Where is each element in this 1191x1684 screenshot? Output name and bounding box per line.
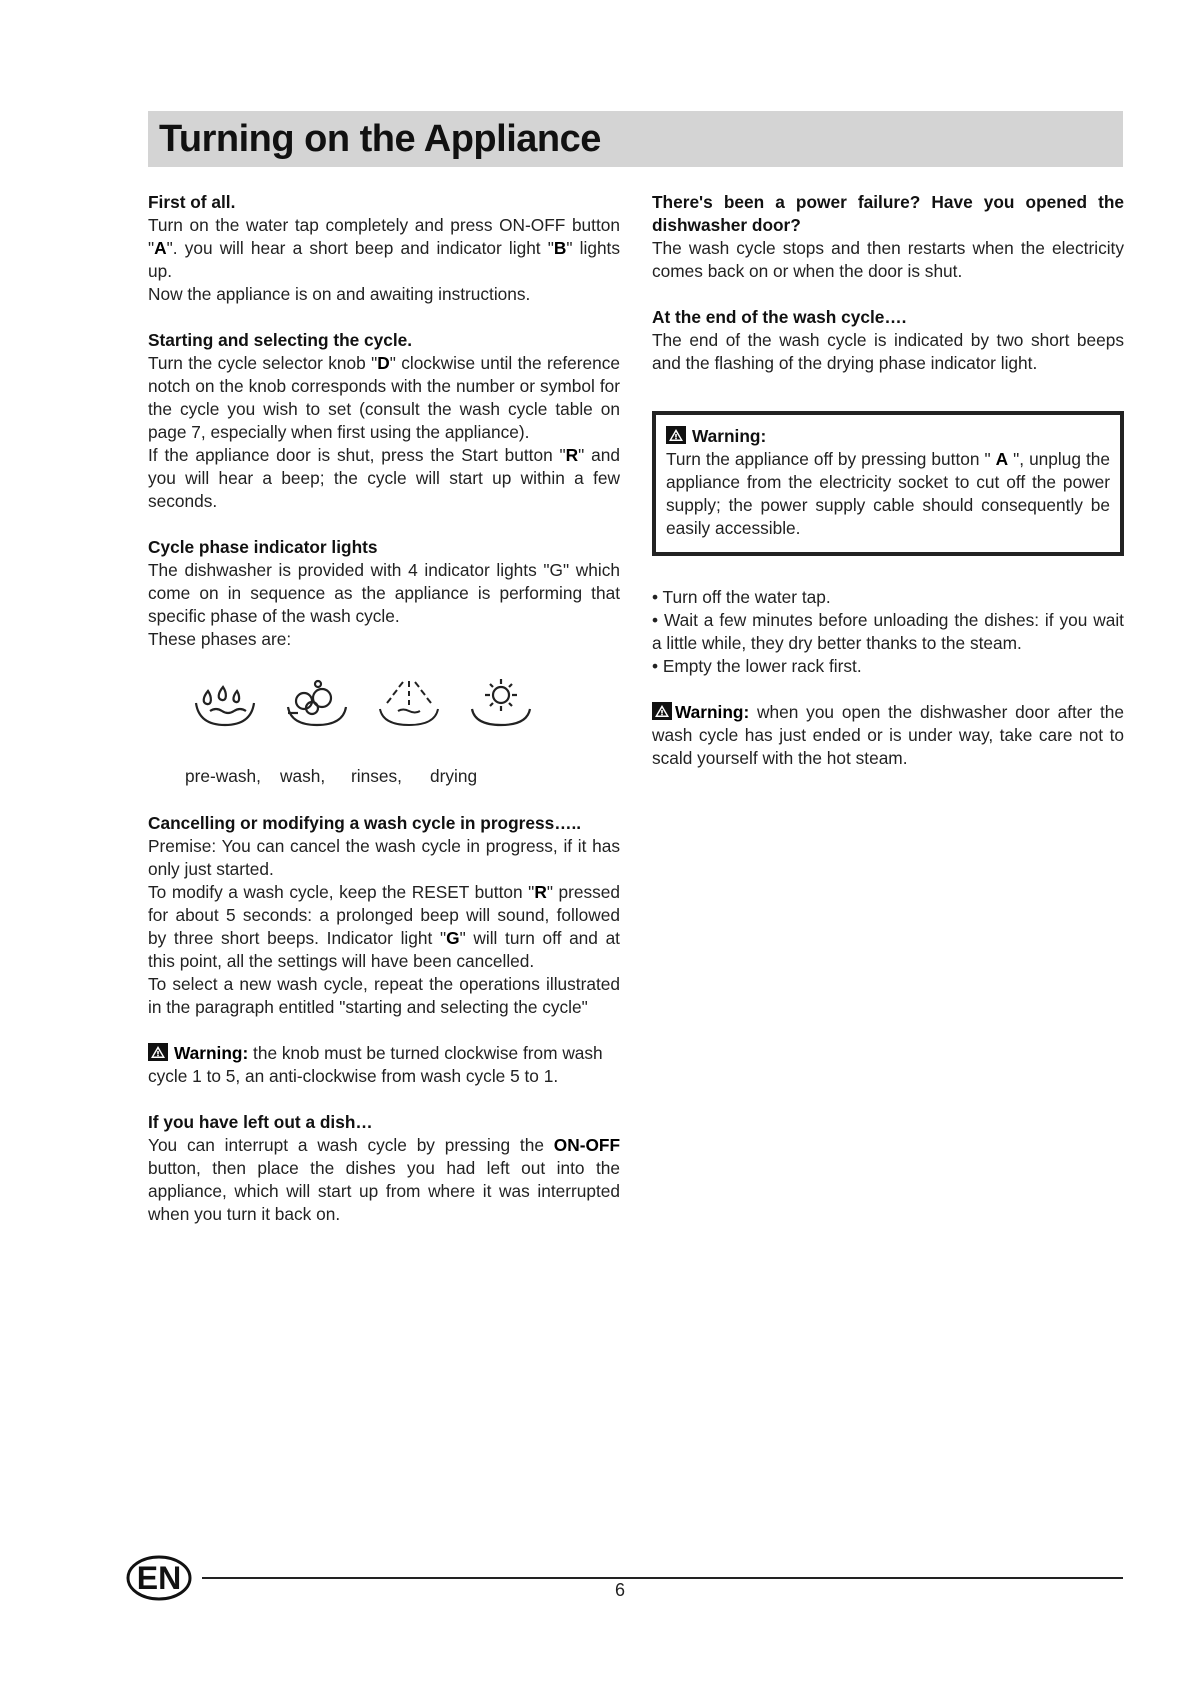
section-text: The dishwasher is provided with 4 indicator lights "G" which come on in sequence as the appliance is performing that specific phase of the wash cycle. [148, 560, 620, 626]
section-heading: At the end of the wash cycle…. [652, 307, 907, 327]
section-text: To modify a wash cycle, keep the RESET button "R" pressed for about 5 seconds: a prolonged beep will sound, followed by three short beeps. Indicator light "G" will turn off and at this point, all the settings will have been cancelled. [148, 882, 620, 971]
phase-label: pre-wash, [185, 766, 261, 786]
phase-label: drying [430, 766, 478, 786]
section-text: To select a new wash cycle, repeat the operations illustrated in the paragraph entitled "starting and selecting the cycle" [148, 974, 620, 1017]
warning-icon [666, 426, 686, 444]
section-power-failure [652, 191, 1124, 283]
section-heading: Cancelling or modifying a wash cycle in progress….. [148, 813, 582, 833]
rinse-icon [374, 673, 444, 737]
page-number: 6 [615, 1580, 626, 1600]
section-text: Premise: You can cancel the wash cycle in progress, if it has only just started. [148, 836, 620, 879]
right-column [652, 191, 1124, 793]
warning-text: Turn the appliance off by pressing button " A ", unplug the appliance from the electricity socket to cut off the power supply; the power supply cable should consequently be easily accessible. [666, 449, 1110, 538]
section-first-of-all [148, 191, 620, 306]
left-column [148, 191, 620, 1249]
section-heading: First of all. [148, 192, 236, 212]
phase-icons [190, 673, 620, 743]
warning-box [652, 411, 1124, 556]
section-end-of-cycle [652, 306, 1124, 375]
list-item: • Empty the lower rack first. [652, 656, 862, 676]
warning-icon [148, 1043, 168, 1061]
section-knob-warning [148, 1042, 620, 1088]
section-heading: If you have left out a dish… [148, 1112, 373, 1132]
section-left-out-dish [148, 1111, 620, 1226]
list-item: • Wait a few minutes before unloading the dishes: if you wait a little while, they dry better thanks to the steam. [652, 610, 1124, 653]
warning-text: Warning: the knob must be turned clockwise from wash cycle 1 to 5, an anti-clockwise from wash cycle 5 to 1. [148, 1043, 603, 1086]
prewash-icon [190, 673, 260, 737]
section-phase-lights [148, 536, 620, 788]
footer-rule [202, 1577, 1123, 1579]
section-text: The end of the wash cycle is indicated by two short beeps and the flashing of the drying phase indicator light. [652, 330, 1124, 373]
section-text: You can interrupt a wash cycle by pressing the ON-OFF button, then place the dishes you had left out into the appliance, which will start up from where it was interrupted when you turn it back on. [148, 1135, 620, 1224]
warning-icon [652, 702, 672, 720]
section-heading: There's been a power failure? Have you opened the dishwasher door? [652, 192, 1124, 235]
section-heading: Starting and selecting the cycle. [148, 330, 413, 350]
page-title: Turning on the Appliance [159, 118, 601, 160]
section-text: Turn the cycle selector knob "D" clockwise until the reference notch on the knob corresponds with the number or symbol for the cycle you wish to set (consult the wash cycle table on page 7, especially when first using the appliance). [148, 353, 620, 442]
warning-text: Warning: when you open the dishwasher door after the wash cycle has just ended or is under way, take care not to scald yourself with the hot steam. [652, 702, 1124, 768]
section-text: The wash cycle stops and then restarts when the electricity comes back on or when the door is shut. [652, 238, 1124, 281]
list-item: • Turn off the water tap. [652, 587, 831, 607]
wash-icon [282, 673, 352, 737]
phase-labels [185, 765, 620, 788]
section-starting [148, 329, 620, 513]
phase-label: wash, [280, 766, 326, 786]
section-heading: Cycle phase indicator lights [148, 537, 378, 557]
section-text: Now the appliance is on and awaiting instructions. [148, 284, 531, 304]
language-badge-text: EN [136, 1560, 182, 1596]
phase-label: rinses, [351, 766, 402, 786]
section-text: These phases are: [148, 629, 292, 649]
section-steam-warning [652, 701, 1124, 770]
language-badge [126, 1555, 192, 1601]
bullet-list [652, 586, 1124, 678]
section-text: If the appliance door is shut, press the Start button "R" and you will hear a beep; the cycle will start up within a few seconds. [148, 445, 620, 511]
warning-heading: Warning: [666, 425, 1110, 448]
section-text: Turn on the water tap completely and press ON-OFF button "A". you will hear a short beep and indicator light "B" lights up. [148, 215, 620, 281]
section-cancelling [148, 812, 620, 1019]
drying-icon [466, 673, 536, 737]
title-bar [148, 111, 1123, 167]
